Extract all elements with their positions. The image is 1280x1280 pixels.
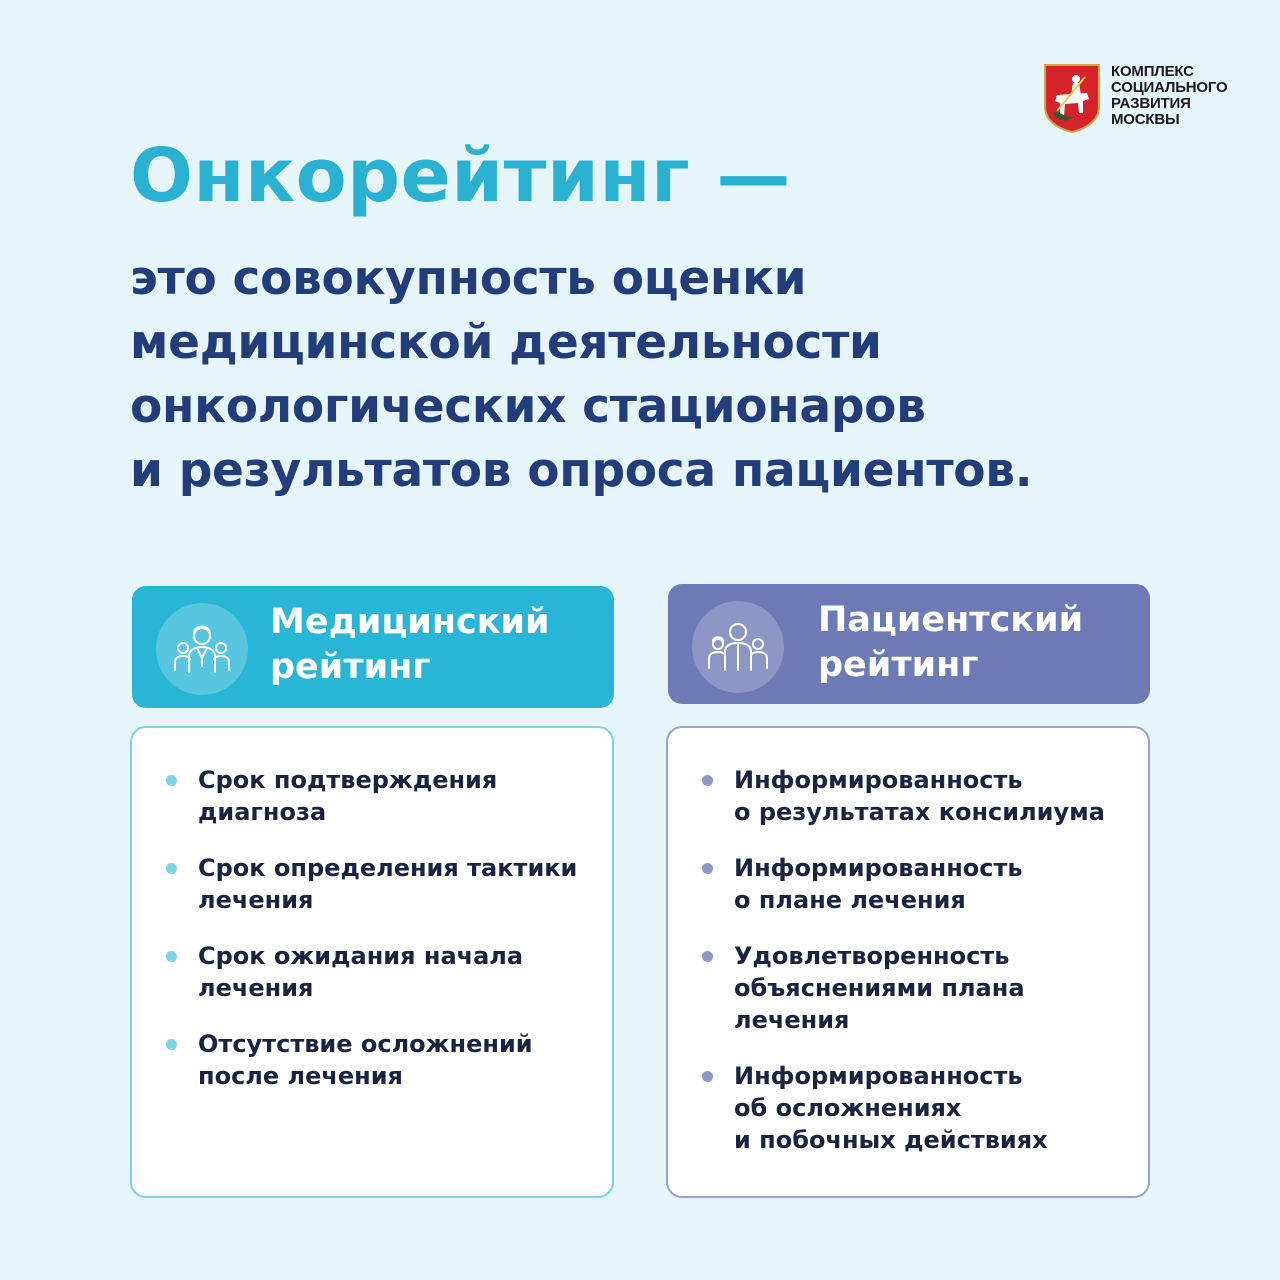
bullet-icon [702, 1071, 713, 1082]
patient-rating-title: Пациентский рейтинг [818, 600, 1084, 685]
list-item [166, 764, 606, 828]
medical-rating-header [132, 586, 614, 708]
list-item-text: Информированность об осложнениях и побочных действиях [734, 1062, 1048, 1154]
list-item [702, 1060, 1142, 1156]
patient-rating-header [668, 584, 1150, 704]
organization-logo [1043, 63, 1227, 133]
bullet-icon [166, 951, 177, 962]
patient-criteria-card [666, 726, 1150, 1198]
bullet-icon [166, 1039, 177, 1050]
bullet-icon [166, 775, 177, 786]
medical-criteria-card [130, 726, 614, 1198]
list-item-text: Срок определения тактики лечения [198, 854, 578, 914]
list-item [166, 940, 606, 1004]
moscow-coat-of-arms-icon [1043, 63, 1101, 133]
list-item-text: Срок ожидания начала лечения [198, 942, 524, 1002]
medical-rating-title: Медицинский рейтинг [270, 602, 550, 687]
bullet-icon [702, 863, 713, 874]
list-item [166, 1028, 606, 1092]
bullet-icon [702, 951, 713, 962]
medical-criteria-list [166, 764, 606, 1116]
medical-team-icon [156, 603, 248, 695]
bullet-icon [702, 775, 713, 786]
bullet-icon [166, 863, 177, 874]
list-item [702, 852, 1142, 916]
list-item [166, 852, 606, 916]
list-item [702, 764, 1142, 828]
logo-text: КОМПЛЕКС СОЦИАЛЬНОГО РАЗВИТИЯ МОСКВЫ [1111, 63, 1228, 128]
list-item-text: Информированность о плане лечения [734, 854, 1023, 914]
page-subtitle: это совокупность оценки медицинской деятельности онкологических стационаров и результатов опроса пациентов. [130, 251, 1033, 498]
list-item [702, 940, 1142, 1036]
list-item-text: Удовлетворенность объяснениями плана лечения [734, 942, 1025, 1034]
patients-group-icon [692, 601, 784, 693]
list-item-text: Информированность о результатах консилиума [734, 766, 1105, 826]
patient-criteria-list [702, 764, 1142, 1180]
page-title: Онкорейтинг — [130, 133, 791, 219]
list-item-text: Срок подтверждения диагноза [198, 766, 498, 826]
list-item-text: Отсутствие осложнений после лечения [198, 1030, 533, 1090]
